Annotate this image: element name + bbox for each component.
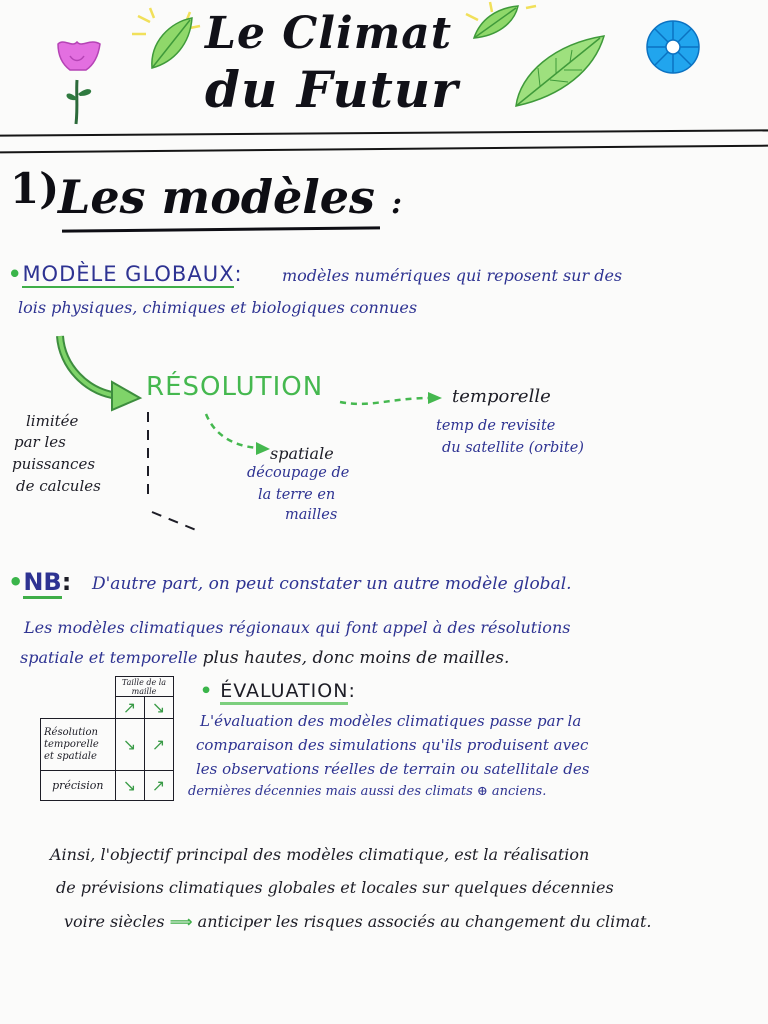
arrow-down-icon: ↘ (122, 735, 137, 754)
nb-heading (8, 568, 71, 596)
blue-flower-icon (636, 14, 710, 80)
page-title-line2: du Futur (205, 60, 459, 119)
divider (0, 145, 768, 154)
limitee-line1: limitée (26, 412, 79, 430)
bullet: • (8, 568, 24, 596)
nb-label: NB (23, 568, 61, 599)
globaux-colon: : (234, 262, 243, 286)
conclusion-line3-b: anticiper les risques associés au changement du climat. (197, 912, 652, 931)
conclusion-line2: de prévisions climatiques globales et locales sur quelques décennies (56, 878, 614, 897)
arrow-up-icon: ↗ (151, 776, 166, 795)
evaluation-colon: : (348, 680, 356, 702)
nb-line3-a: spatiale et temporelle (20, 648, 198, 667)
nb-line3 (20, 648, 509, 668)
nb-line3-b: plus hautes, donc moins de mailles. (202, 648, 510, 668)
evaluation-line1: L'évaluation des modèles climatiques passe par la (200, 712, 582, 730)
spatiale-desc-line2: la terre en (258, 487, 336, 503)
arrow-up-icon: ↗ (151, 735, 166, 754)
section-number: 1) (10, 164, 60, 213)
resolution-table (40, 676, 174, 801)
spatiale-desc-line1: découpage de (247, 465, 350, 481)
evaluation-line3: les observations réelles de terrain ou satellitale des (196, 760, 590, 778)
temporelle-desc-line2: du satellite (orbite) (442, 440, 584, 456)
arrow-down-icon: ↘ (122, 776, 137, 795)
spatiale-label: spatiale (270, 444, 334, 463)
evaluation-title: ÉVALUATION (220, 680, 348, 705)
leaf-icon (130, 6, 206, 76)
temporelle-label: temporelle (452, 386, 551, 407)
conclusion-line3 (64, 912, 651, 931)
arrow-up-icon: ↗ (122, 698, 137, 717)
table-row-label: précision (41, 771, 116, 801)
evaluation-line4: dernières décennies mais aussi des climats ⊕ anciens. (188, 784, 547, 799)
bullet: • (8, 262, 23, 286)
implies-arrow-icon: ⟹ (169, 912, 193, 931)
temporelle-desc-line1: temp de revisite (436, 418, 556, 434)
globaux-label: MODÈLE GLOBAUX (22, 262, 235, 286)
conclusion-line3-a: voire siècles (64, 912, 165, 931)
limitee-line3: puissances (12, 455, 96, 473)
nb-line2: Les modèles climatiques régionaux qui font appel à des résolutions (24, 618, 571, 637)
divider (0, 129, 768, 136)
evaluation-line2: comparaison des simulations qu'ils produisent avec (196, 736, 589, 754)
globaux-definition-line2: lois physiques, chimiques et biologiques connues (18, 298, 418, 317)
conclusion-line1: Ainsi, l'objectif principal des modèles climatique, est la réalisation (50, 845, 590, 864)
globaux-heading (8, 262, 243, 286)
section-underline (62, 226, 380, 232)
table-row-label: Résolution temporelle et spatiale (41, 719, 116, 771)
evaluation-heading (200, 680, 356, 702)
spatiale-desc-line3: mailles (285, 507, 338, 523)
section-title (58, 170, 402, 224)
page-title-line1: Le Climat (205, 8, 453, 59)
arrow-down-icon: ↘ (151, 698, 166, 717)
bullet: • (200, 680, 214, 702)
globaux-definition-line1: modèles numériques qui reposent sur des (282, 266, 623, 285)
limitee-line4: de calcules (16, 477, 101, 495)
pink-flower-icon (46, 36, 116, 128)
nb-line1: D'autre part, on peut constater un autre modèle global. (92, 574, 572, 594)
resolution-title: RÉSOLUTION (146, 372, 324, 402)
leaf-icon (510, 30, 610, 110)
section-title-text: Les modèles (58, 170, 375, 224)
limitee-line2: par les (14, 433, 66, 451)
resolution-connectors (0, 330, 768, 540)
table-header: Taille de la maille (115, 677, 173, 697)
nb-colon: : (61, 568, 72, 596)
section-colon: : (390, 186, 403, 221)
